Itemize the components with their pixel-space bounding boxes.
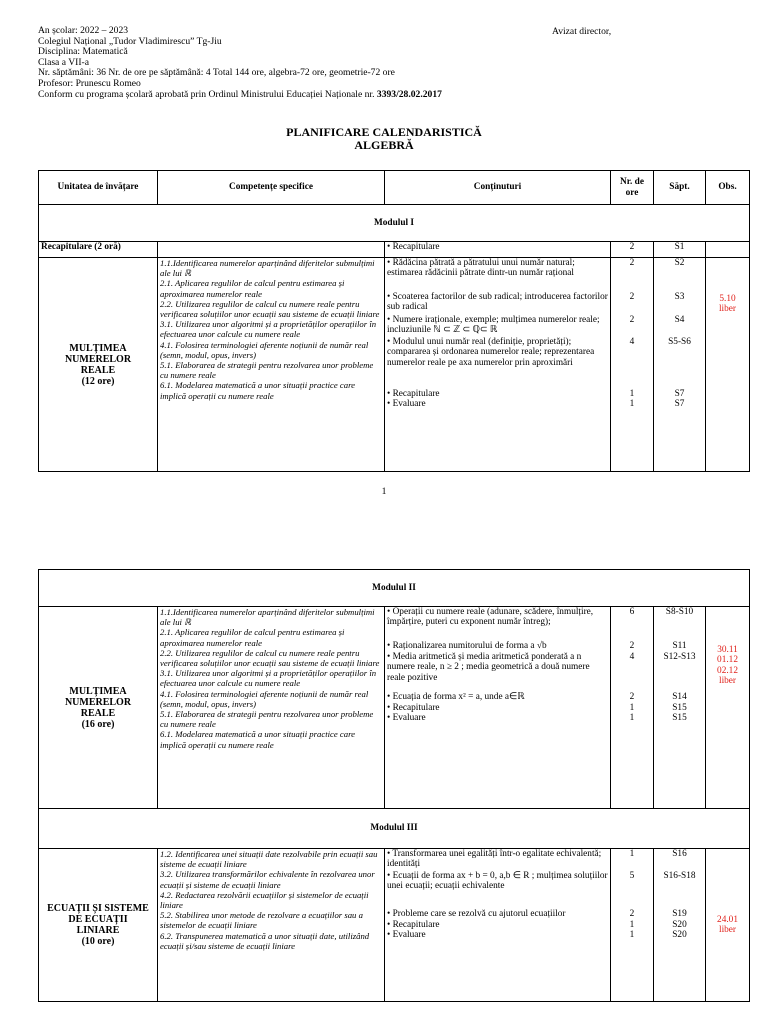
- page-title: PLANIFICARE CALENDARISTICĂ: [286, 125, 482, 139]
- module-title: Modulul II: [39, 570, 750, 607]
- page-number: 1: [381, 486, 387, 497]
- header-line-school: Colegiul Național „Tudor Vladimirescu” Tg-Jiu: [38, 35, 222, 47]
- header-line-teacher: Profesor: Prunescu Romeo: [38, 77, 141, 89]
- header-line-weeks: Nr. săptămâni: 36 Nr. de ore pe săptămână: 4 Total 144 ore, algebra-72 ore, geometrie-72 ore: [38, 67, 395, 79]
- contents-cell: • Transformarea unei egalități într-o egalitate echivalentă; identități • Ecuații de forma ax + b = 0, a,b ∈ R ; mulțimea soluțiilor unei ecuații; ecuații echivalente • Probleme care se rezolvă cu ajutorul ecuațiilor • Recapitulare • Evaluare: [385, 849, 611, 1002]
- hours-cell: 2 2 2 4 1 1: [611, 258, 654, 472]
- competences-cell: 1.1.Identificarea numerelor aparținând diferitelor submulțimi ale lui ℝ 2.1. Aplicarea regulilor de calcul pentru estimarea și aproximarea numerelor reale 2.2. Utilizarea regulilor de calcul cu numere reale pentru verificarea soluțiilor unor ecuații sau sisteme de ecuații liniare 3.1. Utilizarea unor algoritmi și a proprietăților operațiilor în efectuarea unor calcule cu numere reale 4.1. Folosirea terminologiei aferente noțiunii de număr real (semn, modul, opus, invers) 5.1. Elaborarea de strategii pentru rezolvarea unor probleme cu numere reale 6.1. Modelarea matematică a unor situații practice care implică operații cu numere reale: [158, 258, 385, 472]
- recap-content: • Recapitulare: [385, 242, 611, 258]
- header-line-school-year: An școlar: 2022 – 2023: [38, 25, 129, 36]
- contents-cell: • Operații cu numere reale (adunare, scădere, înmulțire, împărțire, puteri cu exponent număr întreg); • Raționalizarea numitorului de forma a √b • Media aritmetică și media aritmetică ponderată a n numere reale, n ≥ 2 ; media geometrică a două numere reale pozitive • Ecuația de forma x² = a, unde a∈ℝ • Recapitulare • Evaluare: [385, 607, 611, 809]
- header-line-class: Clasa a VII-a: [38, 56, 89, 68]
- module-row: [39, 205, 750, 242]
- table-row: [39, 242, 750, 258]
- document-header: [38, 26, 442, 100]
- approval-label: Avizat director,: [552, 26, 612, 37]
- module-title: Modulul I: [39, 205, 750, 242]
- header-line-discipline: Disciplina: Matematică: [38, 46, 128, 58]
- module-row: [39, 570, 750, 607]
- table-row: [39, 607, 750, 809]
- unit-cell: ECUAȚII ȘI SISTEME DE ECUAȚII LINIARE (10 ore): [39, 849, 158, 1002]
- unit-cell: MULȚIMEA NUMERELOR REALE (16 ore): [39, 607, 158, 809]
- col-header-week: Săpt.: [654, 171, 706, 205]
- page-subtitle: ALGEBRĂ: [354, 138, 414, 152]
- week-cell: S8-S10 S11 S12-S13 S14 S15 S15: [654, 607, 706, 809]
- program-order: 3393/28.02.2017: [376, 88, 442, 100]
- hours-cell: 6 2 4 2 1 1: [611, 607, 654, 809]
- hours-cell: 1 5 2 1 1: [611, 849, 654, 1002]
- module-title: Modulul III: [39, 809, 750, 849]
- competences-cell: 1.2. Identificarea unei situații date rezolvabile prin ecuații sau sisteme de ecuații liniare 3.2. Utilizarea transformărilor echivalente în rezolvarea unor ecuații și sisteme de ecuații liniare 4.2. Redactarea rezolvării ecuațiilor și sistemelor de ecuații liniare 5.2. Stabilirea unor metode de rezolvare a ecuațiilor sau a sistemelor de ecuații liniare 6.2. Transpunerea matematică a unor situații date, utilizând ecuații și/sau sisteme de ecuații liniare: [158, 849, 385, 1002]
- table-row: [39, 258, 750, 472]
- planning-table-2: [38, 569, 750, 1002]
- col-header-hours: Nr. de ore: [611, 171, 654, 205]
- table-header-row: [39, 171, 750, 205]
- unit-cell: MULȚIMEA NUMERELOR REALE (12 ore): [39, 258, 158, 472]
- table-row: [39, 849, 750, 1002]
- col-header-unit: Unitatea de învățare: [39, 171, 158, 205]
- contents-cell: • Rădăcina pătrată a pătratului unui număr natural; estimarea rădăcinii pătrate dintr-un număr rațional • Scoaterea factorilor de sub radical; introducerea factorilor sub radical • Numere iraționale, exemple; mulțimea numerelor reale; incluziunile ℕ ⊂ ℤ ⊂ ℚ⊂ ℝ • Modulul unui număr real (definiție, proprietăți); compararea și ordonarea numerelor reale; reprezentarea numerelor reale pe axa numerelor prin aproximări • Recapitulare • Evaluare: [385, 258, 611, 472]
- recap-week: S1: [654, 242, 706, 258]
- col-header-competences: Competențe specifice: [158, 171, 385, 205]
- obs-cell: 24.01 liber: [706, 849, 750, 1002]
- obs-cell: 5.10 liber: [706, 258, 750, 472]
- planning-table-1: [38, 170, 750, 472]
- recap-unit: Recapitulare (2 oră): [39, 242, 158, 258]
- col-header-contents: Conținuturi: [385, 171, 611, 205]
- week-cell: S16 S16-S18 S19 S20 S20: [654, 849, 706, 1002]
- obs-cell: 30.11 01.12 02.12 liber: [706, 607, 750, 809]
- module-row: [39, 809, 750, 849]
- recap-hours: 2: [611, 242, 654, 258]
- col-header-obs: Obs.: [706, 171, 750, 205]
- week-cell: S2 S3 S4 S5-S6 S7 S7: [654, 258, 706, 472]
- header-line-program: [38, 90, 442, 101]
- program-prefix: Conform cu programa școlară aprobată prin Ordinul Ministrului Educației Naționale nr.: [38, 88, 377, 100]
- competences-cell: 1.1.Identificarea numerelor aparținând diferitelor submulțimi ale lui ℝ 2.1. Aplicarea regulilor de calcul pentru estimarea și aproximarea numerelor reale 2.2. Utilizarea regulilor de calcul cu numere reale pentru verificarea soluțiilor unor ecuații sau sisteme de ecuații liniare 3.1. Utilizarea unor algoritmi și a proprietăților operațiilor în efectuarea unor calcule cu numere reale 4.1. Folosirea terminologiei aferente noțiunii de număr real (semn, modul, opus, invers) 5.1. Elaborarea de strategii pentru rezolvarea unor probleme cu numere reale 6.1. Modelarea matematică a unor situații practice care implică operații cu numere reale: [158, 607, 385, 809]
